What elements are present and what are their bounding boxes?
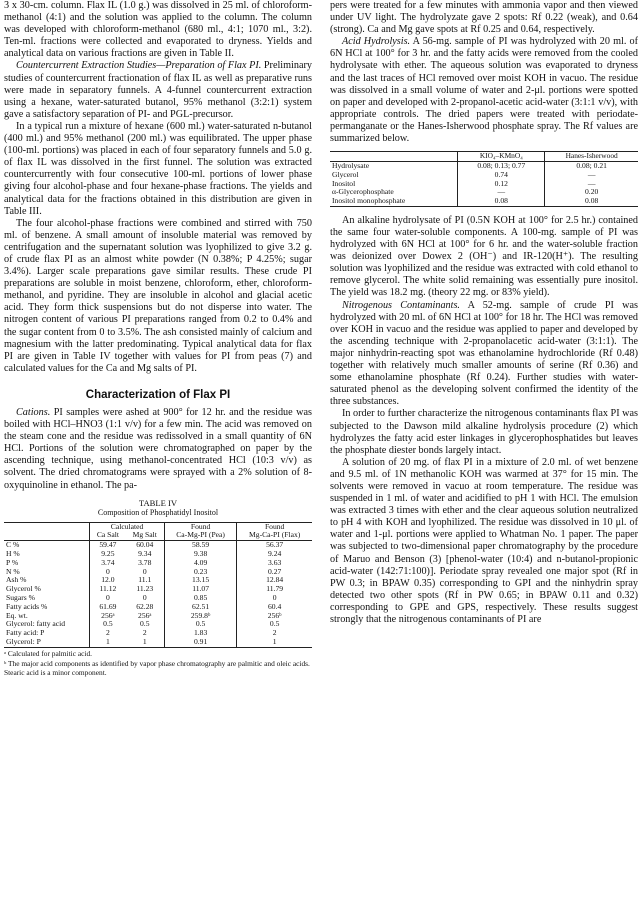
section-heading: Characterization of Flax PI — [85, 388, 231, 401]
table-caption — [4, 498, 312, 518]
paragraph-body: PI samples were ashed at 900° for 12 hr. and the residue was boiled with HCl–HNO3 (1:1 v/v) for a few min. The acid was removed on the steam cone and the residue was redissolved in a small quantity of 6N HCl. Portions of the solution were chromatographed on paper by the ascending technique, using methanol-concentrated HCl (10:3 v/v) as solvent. The dried chromatograms were sprayed with a 2% solution of 8-oxyquinoline in ethanol. The pa- — [4, 407, 312, 491]
row-label: Ash % — [6, 575, 27, 585]
composition-table — [4, 522, 312, 648]
table-group-header: Found — [164, 522, 236, 531]
paragraph: In order to further characterize the nitrogenous contaminants flax PI was subjected to the Dawson mild alkaline hydrolysis procedure (2) which hydrolyzes the fatty acid ester linkages in glycerophosphatides but leaves the phosphate diester bonds largely intact. — [330, 408, 638, 456]
row-label: Fatty acid: P — [6, 628, 45, 638]
table-cell: 3.74 — [90, 559, 126, 568]
table-cell: 1 — [126, 638, 165, 647]
table-column-header: Ca-Mg-PI (Pea) — [164, 531, 236, 540]
paragraph-heading: Acid Hydrolysis. — [342, 36, 411, 48]
paragraph-heading: Cations. — [16, 407, 51, 418]
table-cell: 3.63 — [237, 559, 312, 568]
table-cell: 9.38 — [164, 550, 236, 559]
table-row — [4, 620, 312, 629]
table-cell: 0.5 — [90, 620, 126, 629]
paragraph: An alkaline hydrolysate of PI (0.5N KOH at 100° for 2.5 hr.) contained the same four water-soluble components. A 100-mg. sample of PI was hydrolyzed with 6N HCl at 100° for 6 hr. and the water-soluble fraction was deionized over Dowex 2 (OH⁻) and IR-120(H⁺). The resulting solution was lyophilized and the residue was extracted with cold ethanol to remove glycerol. The white solid remaining was essentially pure inositol. The yield was 18.2 mg. (theory 22 mg. or 83% yield). — [330, 214, 638, 299]
table-cell: 0.5 — [164, 620, 236, 629]
table-cell: 0 — [90, 594, 126, 603]
table-cell: 0.20 — [545, 188, 638, 197]
table-cell: 0.91 — [164, 638, 236, 647]
row-label: α-Glycerophosphate — [332, 187, 394, 197]
table-row — [4, 629, 312, 638]
table-subtitle: Composition of Phosphatidyl Inositol — [97, 507, 219, 517]
row-label: N % — [6, 566, 20, 576]
table-cell: 1 — [237, 638, 312, 647]
table-cell: 0.12 — [458, 180, 545, 189]
table-cell: 11.79 — [237, 585, 312, 594]
table-cell: 0.27 — [237, 568, 312, 577]
table-cell: 0 — [237, 594, 312, 603]
row-label: Inositol — [332, 178, 356, 188]
row-label: H % — [6, 549, 20, 559]
table-cell: 2 — [142, 628, 147, 638]
table-cell: 60.04 — [136, 540, 154, 550]
row-label: Inositol monophosphate — [332, 196, 406, 206]
paragraph: 3 x 30-cm. column. Flax IL (1.0 g.) was dissolved in 25 ml. of chloroform-methanol (4:1) and the solution was applied to the column. The column was developed with chloroform-methanol (680 ml., 4:1; 1070 ml., 3:2). Ten-ml. fractions were collected and evaporated to dryness. Yields and analytical data on various fractions are given in Table II. — [4, 0, 312, 60]
row-label: Glycerol % — [6, 584, 41, 594]
table-row — [4, 603, 312, 612]
table-cell: 256ᵇ — [237, 612, 312, 621]
table-row — [4, 550, 312, 559]
table-cell: 11.07 — [164, 585, 236, 594]
row-label: C % — [6, 540, 20, 550]
table-cell: 59.47 — [90, 541, 126, 550]
table-cell: 2 — [90, 629, 126, 638]
table-cell: 1.83 — [164, 629, 236, 638]
row-label: Sugars % — [6, 593, 35, 603]
table-group-header: Calculated — [90, 522, 165, 531]
table-column-header: KIO₄–KMnO₄ — [458, 152, 545, 162]
table-cell: 9.24 — [237, 550, 312, 559]
paragraph: In a typical run a mixture of hexane (600 ml.) water-saturated n-butanol (400 ml.) and 95% methanol (200 ml.) was equilibrated. The upper phase (100-ml. portions) was placed in each of four separatory funnels and 5.0 g. of flax IL was dissolved in the first funnel. The solution was extracted countercurrently with four consecutive 100-ml. portions of lower phase giving four alcohol-phase and four hexane-phase fractions. The yields and analytical data for the fractions obtained in this distribution are given in Table III. — [4, 120, 312, 217]
rf-values-table — [330, 151, 638, 207]
paragraph-nitrogenous — [330, 300, 638, 409]
paragraph-countercurrent — [4, 60, 312, 120]
table-row — [4, 585, 312, 594]
table-cell: 0.08 — [545, 197, 638, 206]
table-cell: 13.15 — [164, 576, 236, 585]
table-cell: 12.84 — [237, 576, 312, 585]
paragraph: A solution of 20 mg. of flax PI in a mixture of 2.0 ml. of wet benzene and 9.5 ml. of 1N methanolic KOH was warmed at 37° for 15 min. The solvents were removed in vacuo at room temperature. The residue was suspended in 1 ml. of water and acidified to pH 1 with HCl. The emulsion was extracted 3 times with ether and the clear aqueous solution neutralized to pH 4 with KOH and lyophilized. The residue was dissolved in 10 μl. of water and 1-μl. portions were applied to Whatman No. 1 paper. The paper was subjected to two-dimensional paper chromatography by the procedure of Maruo and Benson (3) [phenol-water (10:4) and n-butanol-propionic acid-water (142:71:100)]. Periodate spray revealed one major spot (Rf in PW 0.3; in BPAW 0.35) corresponding to GPI and the ninhydrin spray detected two other spots (Rf in PW 0.65; in BPAW 0.11 and 0.32) corresponding to GPE and GPS, respectively. These results suggest strongly that the nitrogenous contaminants of PI are — [330, 456, 638, 625]
table-cell: 256ᵃ — [138, 610, 152, 620]
paragraph: pers were treated for a few minutes with ammonia vapor and then viewed under UV light. The hydrolyzate gave 2 spots: Rf 0.22 (weak), and 0.64 (strong). Ca and Mg gave spots at Rf 0.25 and 0.64, respectively. — [330, 0, 638, 36]
table-cell: 11.23 — [136, 584, 154, 594]
table-cell: 0.23 — [164, 568, 236, 577]
row-label: Glycerol — [332, 169, 359, 179]
table-cell: 0.08; 0.21 — [545, 161, 638, 170]
table-header-blank — [4, 522, 90, 531]
paragraph-body: Preliminary studies of countercurrent fractionation of flax IL as well as preparative runs were made in separatory funnels. A 4-funnel countercurrent extraction using a hexane, water-saturated butanol, 95% methanol (3:2:1) system gave a satisfactory separation of PI- and PGL-precursor. — [4, 60, 312, 120]
paragraph-heading: Countercurrent Extraction Studies—Preparation of Flax PI. — [16, 60, 262, 72]
table-footnote: ᵇ The major acid components as identified by vapor phase chromatography are palmitic and oleic acids. Stearic acid is a minor component. — [4, 659, 310, 677]
table-cell: 2 — [237, 629, 312, 638]
table-row — [4, 559, 312, 568]
table-cell: 62.28 — [136, 601, 154, 611]
table-cell: 259.8ᵇ — [164, 612, 236, 621]
table-column-header: Mg Salt — [126, 531, 165, 540]
table-row — [4, 541, 312, 550]
table-cell: 0.5 — [237, 620, 312, 629]
table-cell: 0 — [90, 568, 126, 577]
table-row — [4, 638, 312, 647]
table-cell: 12.0 — [90, 576, 126, 585]
table-title: TABLE IV — [138, 497, 178, 508]
table-cell: 62.51 — [164, 603, 236, 612]
table-cell: 0 — [142, 593, 147, 603]
table-cell: 58.59 — [164, 541, 236, 550]
table-cell: — — [545, 180, 638, 189]
paragraph-heading: Nitrogenous Contaminants. — [342, 299, 460, 311]
table-cell: 4.09 — [164, 559, 236, 568]
row-label: Hydrolysate — [332, 160, 370, 170]
table-cell: 1 — [90, 638, 126, 647]
paragraph: The four alcohol-phase fractions were combined and stirred with 750 ml. of benzene. A small amount of insoluble material was removed by centrifugation and the supernatant solution was lyophilized to give 3.2 g. of crude flax PI as an almost white powder (N 0.38%; P 4.25%; sugar 3.4%). Larger scale preparations gave similar results. These crude PI preparations are soluble in moist benzene, chloroform, ether, chloroform-methanol, and pyridine. They are insoluble in alcohol and glacial acetic acid. They form thick suspensions but do not disperse into water. The nitrogen content of various PI preparations ranged from 0.2 to 0.4% and the sugar content from 0 to 3.5%. The ash consisted mainly of calcium and magnesium with the latter predominating. Typical analytical data for flax PI are given in Table IV together with values for PI from peas (7) and calculated values for the Ca and Mg salts of PI. — [4, 217, 312, 374]
table-row — [4, 594, 312, 603]
table-cell: 256ᵃ — [90, 612, 126, 621]
left-column — [4, 0, 312, 900]
paragraph-body: A 52-mg. sample of crude PI was hydrolyzed with 20 ml. of 6N HCl at 100° for 18 hr. The HCl was removed over KOH in vacuo and the residue was applied to paper and developed by the ascending technique with 2-propanolacetic acid-water (3:1:1). The major ninhydrin-reacting spot was ethanolamine hydrochloride (Rf 0.48) together with relatively much smaller amounts of serine (Rf 0.36) and some ethanolamine phosphate (Rf 0.24). Further studies with water-saturated phenol as the developing solvent confirmed the identity of the three substances. — [330, 299, 638, 408]
table-cell: 0.85 — [164, 594, 236, 603]
right-column — [330, 0, 638, 900]
table-footnote: ᵃ Calculated for palmitic acid. — [4, 648, 93, 658]
table-cell: 3.78 — [138, 557, 152, 567]
table-column-header: Ca Salt — [90, 531, 126, 540]
table-cell: — — [545, 171, 638, 180]
row-label: P % — [6, 557, 19, 567]
paragraph-cations — [4, 407, 312, 492]
table-group-header: Found — [237, 522, 312, 531]
table-cell: 61.69 — [90, 603, 126, 612]
table-cell: 0.74 — [458, 171, 545, 180]
row-label: Fatty acids % — [6, 601, 48, 611]
table-cell: 11.12 — [90, 585, 126, 594]
table-row — [330, 197, 638, 206]
paragraph-acid-hydrolysis — [330, 36, 638, 145]
table-cell: 9.25 — [90, 550, 126, 559]
table-header-blank — [330, 152, 458, 162]
row-label: Glycerol: fatty acid — [6, 619, 66, 629]
table-cell: 60.4 — [237, 603, 312, 612]
table-cell: 9.34 — [138, 549, 152, 559]
row-label: Glycerol: P — [4, 638, 90, 647]
table-cell: 11.1 — [138, 575, 152, 585]
table-cell: 56.37 — [237, 541, 312, 550]
table-cell: — — [458, 188, 545, 197]
row-label: Eq. wt. — [6, 610, 28, 620]
table-cell: 0.08; 0.13; 0.77 — [458, 161, 545, 170]
table-cell: 0.5 — [140, 619, 150, 629]
table-column-header: Mg-Ca-PI (Flax) — [237, 531, 312, 540]
table-cell: 0 — [142, 566, 147, 576]
table-cell: 0.08 — [458, 197, 545, 206]
table-column-header: Hanes-Isherwood — [545, 152, 638, 162]
paragraph-body: A 56-mg. sample of PI was hydrolyzed with 20 ml. of 6N HCl at 100° for 3 hr. and the fatty acids were removed from the cooled hydrolysate with ether. The aqueous solution was evaporated to dryness and the last traces of HCl removed over moist KOH in vacuo. The residue was dissolved in a small volume of water and 2-μl. portions were spotted on paper and developed with 2-propanol-acetic acid-water (3:1:1 v/v), with appropriate controls. The dried papers were treated with periodate-permanganate or the Hanes-Isherwood phosphate spray. The Rf values are summarized below. — [330, 36, 638, 145]
